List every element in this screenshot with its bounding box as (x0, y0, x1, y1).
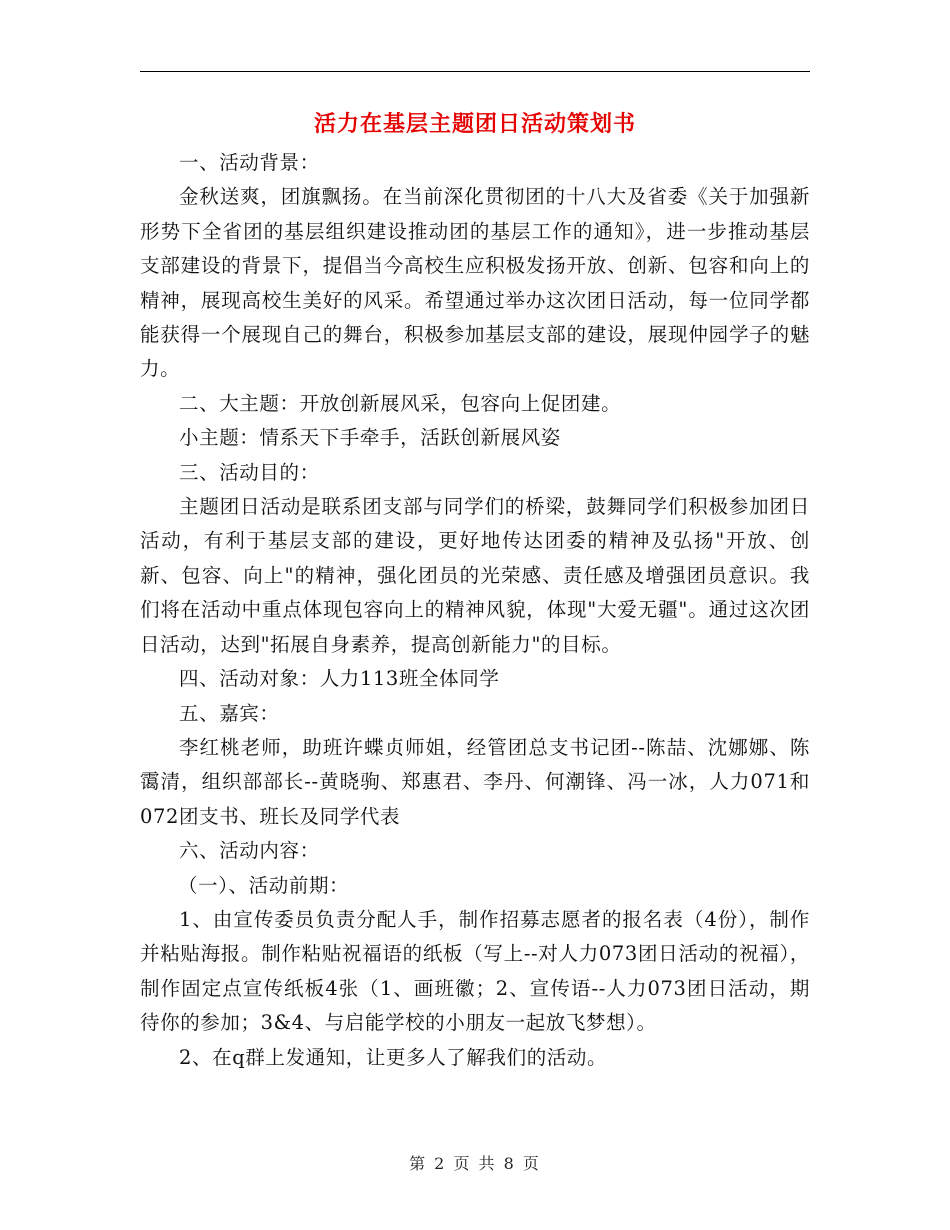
document-title: 活力在基层主题团日活动策划书 (313, 111, 636, 137)
paragraph: 2、在q群上发通知，让更多人了解我们的活动。 (179, 1045, 608, 1069)
header-rule (140, 71, 810, 72)
document-body (140, 146, 810, 1075)
paragraph: 六、活动内容： (179, 839, 320, 863)
paragraph: 金秋送爽，团旗飘扬。在当前深化贯彻团的十八大及省委《关于加强新形势下全省团的基层组织建设推动团的基层工作的通知》，进一步推动基层支部建设的背景下，提倡当今高校生应积极发扬开放、创新、包容和向上的精神，展现高校生美好的风采。希望通过举办这次团日活动，每一位同学都能获得一个展现自己的舞台，积极参加基层支部的建设，展现仲园学子的魅力。 (140, 185, 810, 381)
paragraph: 李红桃老师，助班许蝶贞师姐，经管团总支书记团--陈喆、沈娜娜、陈霭清，组织部部长--黄晓驹、郑惠君、李丹、何潮锋、冯一冰，人力071和072团支书、班长及同学代表 (140, 735, 810, 828)
paragraph: 1、由宣传委员负责分配人手，制作招募志愿者的报名表（4份），制作并粘贴海报。制作粘贴祝福语的纸板（写上--对人力073团日活动的祝福），制作固定点宣传纸板4张（1、画班徽；2、宣传语--人力073团日活动，期待你的参加；3&4、与启能学校的小朋友一起放飞梦想）。 (140, 907, 810, 1035)
paragraph: 一、活动背景： (179, 151, 320, 174)
paragraph: 主题团日活动是联系团支部与同学们的桥梁，鼓舞同学们积极参加团日活动，有利于基层支部的建设，更好地传达团委的精神及弘扬"开放、创新、包容、向上"的精神，强化团员的光荣感、责任感及增强团员意识。我们将在活动中重点体现包容向上的精神风貌，体现"大爱无疆"。通过这次团日活动，达到"拓展自身素养，提高创新能力"的目标。 (140, 495, 810, 656)
paragraph: 二、大主题：开放创新展风采，包容向上促团建。 (179, 391, 622, 415)
paragraph: （一）、活动前期： (178, 873, 350, 897)
page-number: 第 2 页 共 8 页 (409, 1154, 541, 1173)
paragraph: 四、活动对象：人力113班全体同学 (179, 667, 500, 691)
paragraph: 五、嘉宾： (179, 701, 280, 725)
paragraph: 三、活动目的： (179, 460, 320, 484)
paragraph: 小主题：情系天下手牵手，活跃创新展风姿 (179, 426, 561, 450)
